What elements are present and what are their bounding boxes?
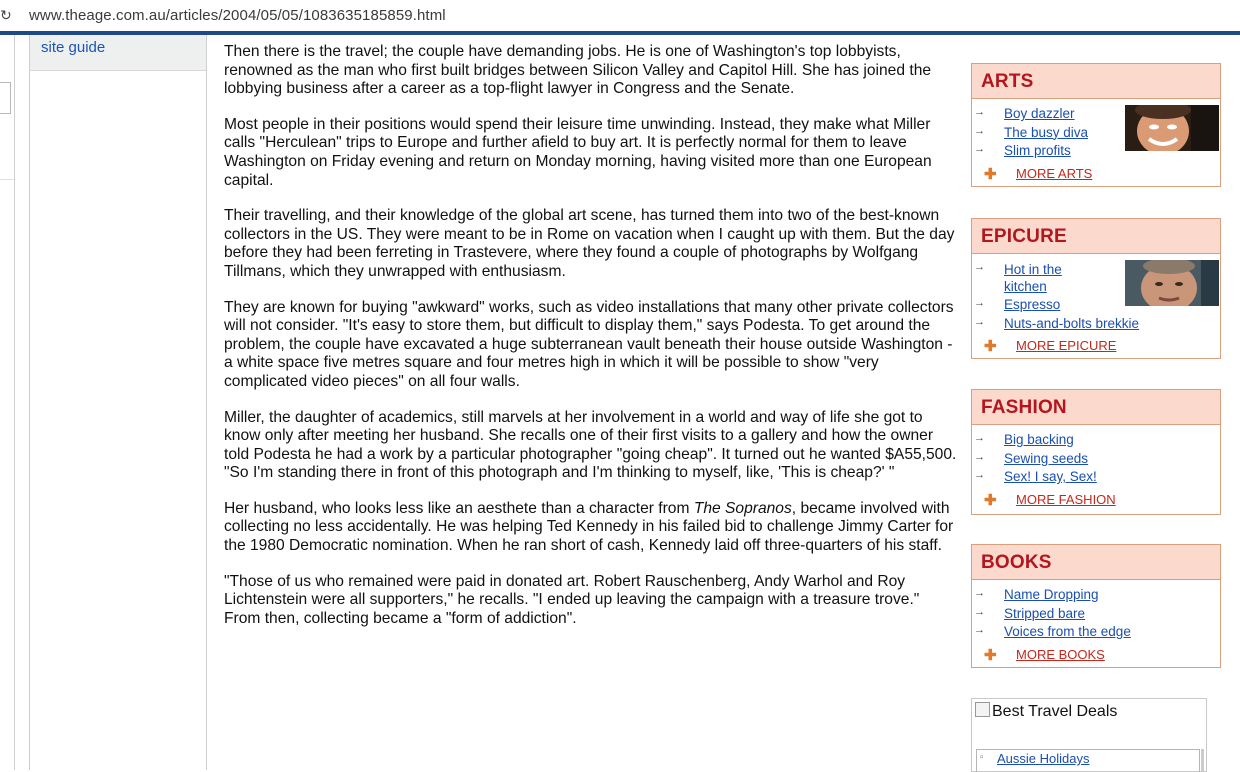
fashion-box xyxy=(971,389,1221,515)
article-body xyxy=(224,43,959,645)
arrow-icon: → xyxy=(974,297,985,309)
article-paragraph: "Those of us who remained were paid in donated art. Robert Rauschenberg, Andy Warhol and Roy Lichtenstein were all supporters," he recalls. "I ended up leaving the campaign with a treasure trove." From then, collecting became a "form of addiction". xyxy=(224,572,920,627)
list-item xyxy=(972,450,1220,469)
paragraph-text: , became involved with collecting no less accidentally. He was helping Ted Kennedy in his failed bid to challenge Jimmy Carter for the 1980 Democratic nomination. When he ran short of cash, Kennedy laid off three-quarters of his staff. xyxy=(224,499,954,555)
books-link[interactable]: Voices from the edge xyxy=(1004,624,1131,640)
article-paragraph: Most people in their positions would spend their leisure time unwinding. Instead, they make what Miller calls "Herculean" trips to Europe and further afield to buy art. It is perfectly normal for them to leave Washington on Friday evening and return on Monday morning, having visited more than one European capital. xyxy=(224,115,932,189)
list-item xyxy=(972,468,1220,487)
italic-title: The Sopranos xyxy=(693,499,792,517)
travel-deals-image[interactable] xyxy=(975,702,1117,721)
more-epicure-link[interactable]: MORE EPICURE xyxy=(1016,338,1117,354)
article-paragraph: Then there is the travel; the couple have demanding jobs. He is one of Washington's top lobbyists, renowned as the man who first built bridges between Silicon Valley and Capitol Hill. She has joined the lobbying business after a career as a top-flight lawyer in Congress and the Senate. xyxy=(224,43,932,98)
list-item xyxy=(972,623,1220,642)
travel-deals-alt: Best Travel Deals xyxy=(992,703,1118,720)
address-bar[interactable] xyxy=(0,0,1240,32)
arrow-icon: → xyxy=(974,450,985,463)
fashion-link[interactable]: Big backing xyxy=(1004,432,1074,447)
fashion-header xyxy=(972,390,1220,425)
article-paragraph xyxy=(224,500,959,556)
reload-icon[interactable]: ↻ xyxy=(0,7,12,23)
epicure-header xyxy=(972,219,1220,254)
books-link[interactable]: Name Dropping xyxy=(1004,587,1099,602)
more-books-link[interactable]: MORE BOOKS xyxy=(1016,646,1105,662)
bullet-icon: ▫ xyxy=(980,752,984,763)
broken-image-icon xyxy=(975,702,990,717)
arrow-icon: → xyxy=(974,624,985,637)
arrow-icon: → xyxy=(974,124,985,137)
epicure-title: EPICURE xyxy=(981,226,1067,247)
face-thumbnail-icon[interactable] xyxy=(1125,105,1219,151)
travel-list xyxy=(976,749,1200,772)
arrow-icon: → xyxy=(974,587,985,599)
plus-icon: ✚ xyxy=(984,491,997,509)
books-title: BOOKS xyxy=(981,552,1052,573)
books-box xyxy=(971,544,1221,668)
arts-link[interactable]: Slim profits xyxy=(1004,143,1071,159)
site-guide-item[interactable] xyxy=(30,35,206,71)
more-row xyxy=(972,163,1220,185)
face-thumbnail-icon[interactable] xyxy=(1125,260,1219,306)
list-item xyxy=(972,605,1220,624)
plus-icon: ✚ xyxy=(984,165,997,183)
plus-icon: ✚ xyxy=(984,646,997,664)
more-row xyxy=(972,335,1220,357)
article-paragraph: Their travelling, and their knowledge of the global art scene, has turned them into two of the best-known collectors in the US. They were meant to be in Rome on vacation when I caught up with them. But the day before they had been ferreting in Trastevere, where they found a couple of photographs by Wolfgang Tillmans, which they unwrapped with enthusiasm. xyxy=(224,207,955,280)
list-item xyxy=(972,431,1220,450)
epicure-link[interactable]: Espresso xyxy=(1004,297,1061,312)
left-divider xyxy=(0,179,14,180)
arrow-icon: → xyxy=(974,143,985,156)
books-header xyxy=(972,545,1220,580)
arrow-icon: → xyxy=(974,605,985,618)
arts-box xyxy=(971,63,1221,187)
more-row xyxy=(972,644,1220,666)
left-column-edge xyxy=(0,35,15,770)
fashion-title: FASHION xyxy=(981,397,1067,418)
url-text[interactable]: www.theage.com.au/articles/2004/05/05/1083635185859.html xyxy=(29,7,446,24)
epicure-link[interactable]: Nuts-and-bolts brekkie xyxy=(1004,315,1140,331)
arrow-icon: → xyxy=(974,261,985,273)
article-paragraph: They are known for buying "awkward" works, such as video installations that many other private collectors will not consider. "It's easy to store them, but difficult to display them," says Podesta. To get around the problem, the couple have excavated a huge subterranean vault beneath their house outside Washington - a white space five metres square and four metres high in which it will be possible to show "very complicated video pieces" on all four walls. xyxy=(224,298,954,390)
arrow-icon: → xyxy=(974,432,985,444)
fashion-link[interactable]: Sewing seeds xyxy=(1004,450,1089,466)
paragraph-text: Her husband, who looks less like an aesthete than a character from xyxy=(224,499,694,517)
arts-link[interactable]: The busy diva xyxy=(1004,124,1089,140)
plus-icon: ✚ xyxy=(984,338,997,356)
arts-link[interactable]: Boy dazzler xyxy=(1004,106,1075,121)
arrow-icon: → xyxy=(974,469,985,482)
list-item xyxy=(972,315,1220,334)
scrollbar[interactable] xyxy=(1201,749,1204,771)
fashion-link[interactable]: Sex! I say, Sex! xyxy=(1004,469,1097,485)
more-arts-link[interactable]: MORE ARTS xyxy=(1016,165,1093,181)
arts-title: ARTS xyxy=(981,71,1034,92)
aussie-holidays-link[interactable]: Aussie Holidays xyxy=(997,751,1090,766)
more-row xyxy=(972,489,1220,511)
more-fashion-link[interactable]: MORE FASHION xyxy=(1016,491,1116,507)
nav-column xyxy=(29,35,207,770)
epicure-box xyxy=(971,218,1221,359)
search-input-edge[interactable] xyxy=(0,82,11,114)
arts-header xyxy=(972,64,1220,99)
article-paragraph: Miller, the daughter of academics, still marvels at her involvement in a world and way of life she got to know only after meeting her husband. She recalls one of their first visits to a gallery and how the owner told Podesta he had a work by a particular photographer "going cheap". It turned out he wanted $A55,500. "So I'm standing there in front of this photograph and I'm thinking to myself, like, 'This is cheap?' " xyxy=(224,408,957,482)
list-item xyxy=(972,586,1220,605)
epicure-link[interactable]: Hot in the kitchen xyxy=(1004,262,1062,294)
arrow-icon: → xyxy=(974,106,985,118)
books-link[interactable]: Stripped bare xyxy=(1004,605,1086,621)
site-guide-link[interactable]: site guide xyxy=(41,39,106,56)
travel-deals-box xyxy=(971,698,1207,772)
arrow-icon: → xyxy=(974,315,985,328)
